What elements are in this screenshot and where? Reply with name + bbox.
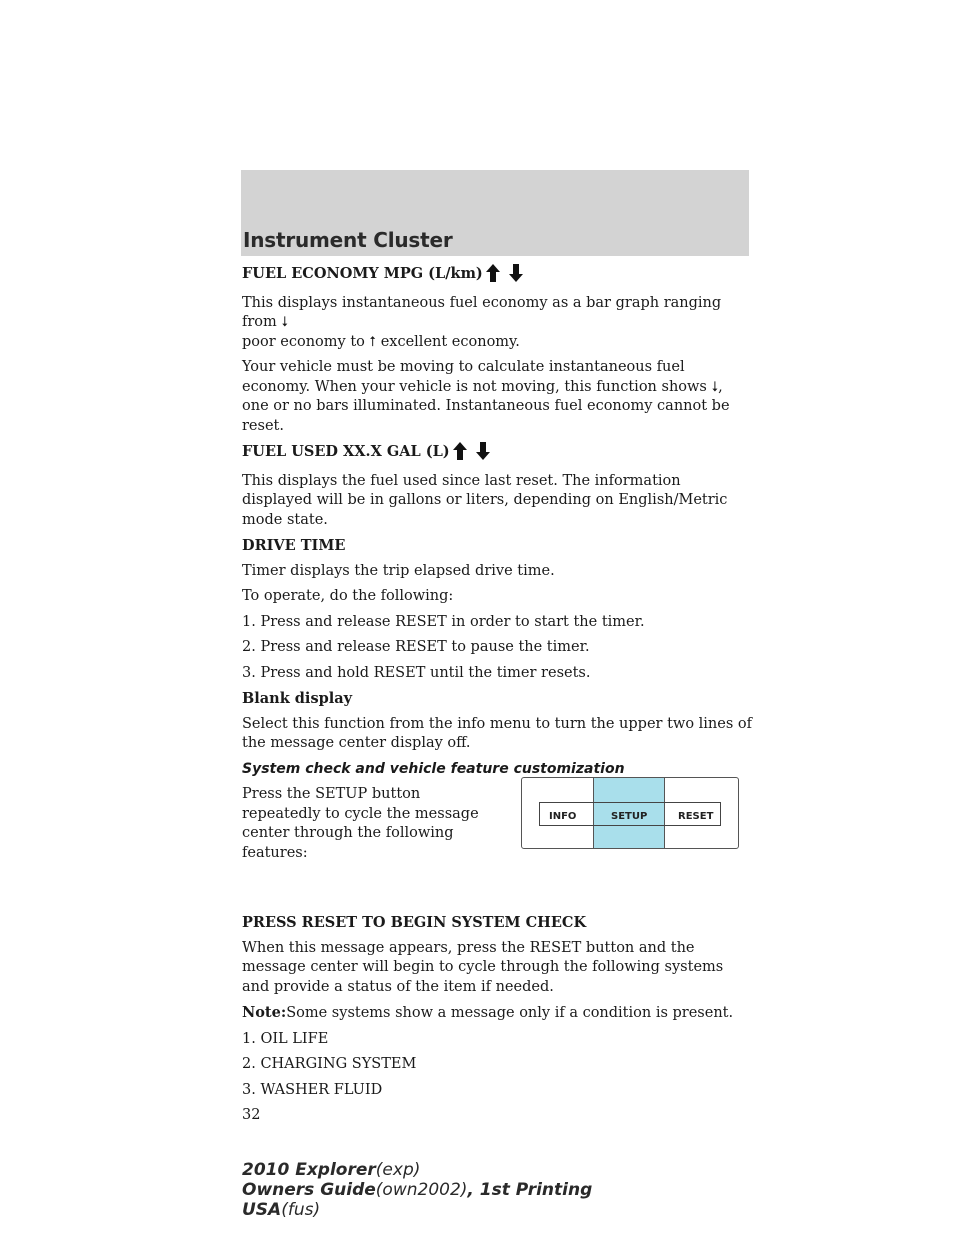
setup-row <box>242 785 752 913</box>
note-paragraph <box>242 1003 752 1024</box>
fuel-used-heading <box>242 442 752 466</box>
blank-display-paragraph: Select this function from the info menu to turn the upper two lines of the message center display off. <box>242 715 752 751</box>
footer-line-3 <box>242 1200 592 1220</box>
info-button-label: INFO <box>549 811 577 822</box>
page-section-title: Instrument Cluster <box>243 228 453 252</box>
reset-button-label: RESET <box>678 811 714 822</box>
fuel-economy-p2-text-a: Your vehicle must be moving to calculate instantaneous fuel economy. When your vehicle is not moving, this function shows <box>242 359 707 395</box>
fuel-used-heading-text: FUEL USED XX.X GAL (L) <box>242 443 450 460</box>
drive-time-step: 2. Press and release RESET to pause the timer. <box>242 639 590 655</box>
fuel-economy-p2-text-b: , one or no bars illuminated. Instantaneous fuel economy cannot be reset. <box>242 378 730 434</box>
footer-line-1 <box>242 1160 592 1180</box>
footer-line-2 <box>242 1180 592 1200</box>
footer-market: USA <box>242 1200 282 1220</box>
footer-model: 2010 Explorer <box>242 1160 376 1180</box>
fuel-economy-p1-text-a: This displays instantaneous fuel economy as a bar graph ranging from <box>242 294 722 330</box>
system-check-paragraph: Press the SETUP button repeatedly to cycle the message center through the following features: <box>242 786 479 861</box>
drive-time-heading: DRIVE TIME <box>242 537 346 554</box>
blank-display-heading: Blank display <box>242 690 353 707</box>
message-center-buttons-diagram <box>521 777 739 849</box>
down-arrow-icon <box>509 264 523 288</box>
down-arrow-glyph-icon: ⭣ <box>281 314 288 330</box>
footer-guide: Owners Guide <box>242 1180 376 1200</box>
page-number: 32 <box>242 1107 261 1123</box>
footer-model-code: (exp) <box>375 1160 421 1180</box>
footer-market-code: (fus) <box>281 1200 321 1220</box>
system-check-heading: System check and vehicle feature customization <box>242 760 625 777</box>
print-footer <box>242 1160 592 1220</box>
setup-button-label: SETUP <box>611 811 648 822</box>
press-reset-paragraph: When this message appears, press the RESET button and the message center will begin to cycle through the following systems and provide a status of the item if needed. <box>242 939 724 995</box>
note-label: Note: <box>242 1004 287 1021</box>
drive-time-paragraph-2: To operate, do the following: <box>242 588 454 604</box>
drive-time-paragraph-1: Timer displays the trip elapsed drive time. <box>242 562 555 579</box>
fuel-economy-p1-text-b: poor economy to <box>242 333 365 350</box>
drive-time-step: 3. Press and hold RESET until the timer resets. <box>242 664 591 681</box>
fuel-economy-heading-text: FUEL ECONOMY MPG (L/km) <box>242 265 483 282</box>
down-arrow-icon <box>476 442 490 466</box>
fuel-economy-p1-text-c: excellent economy. <box>380 333 520 350</box>
up-arrow-icon <box>486 264 500 288</box>
fuel-economy-paragraph-1 <box>242 294 752 353</box>
system-check-item: 3. WASHER FLUID <box>242 1081 383 1098</box>
press-reset-heading: PRESS RESET TO BEGIN SYSTEM CHECK <box>242 914 587 931</box>
footer-guide-code: (own2002) <box>375 1180 468 1200</box>
up-arrow-glyph-icon: ⭡ <box>369 333 377 350</box>
system-check-item: 1. OIL LIFE <box>242 1030 329 1047</box>
up-arrow-icon <box>453 442 467 466</box>
system-check-item: 2. CHARGING SYSTEM <box>242 1056 417 1072</box>
note-text: Some systems show a message only if a condition is present. <box>286 1005 734 1021</box>
footer-printing: , 1st Printing <box>467 1180 593 1200</box>
down-arrow-glyph-icon: ⭣ <box>711 378 719 395</box>
page-content <box>242 264 752 1132</box>
fuel-used-paragraph: This displays the fuel used since last reset. The information displayed will be in gallons or liters, depending on English/Metric mode state. <box>242 472 728 528</box>
fuel-economy-heading <box>242 264 752 288</box>
fuel-economy-paragraph-2 <box>242 358 752 436</box>
drive-time-step: 1. Press and release RESET in order to start the timer. <box>242 613 645 630</box>
